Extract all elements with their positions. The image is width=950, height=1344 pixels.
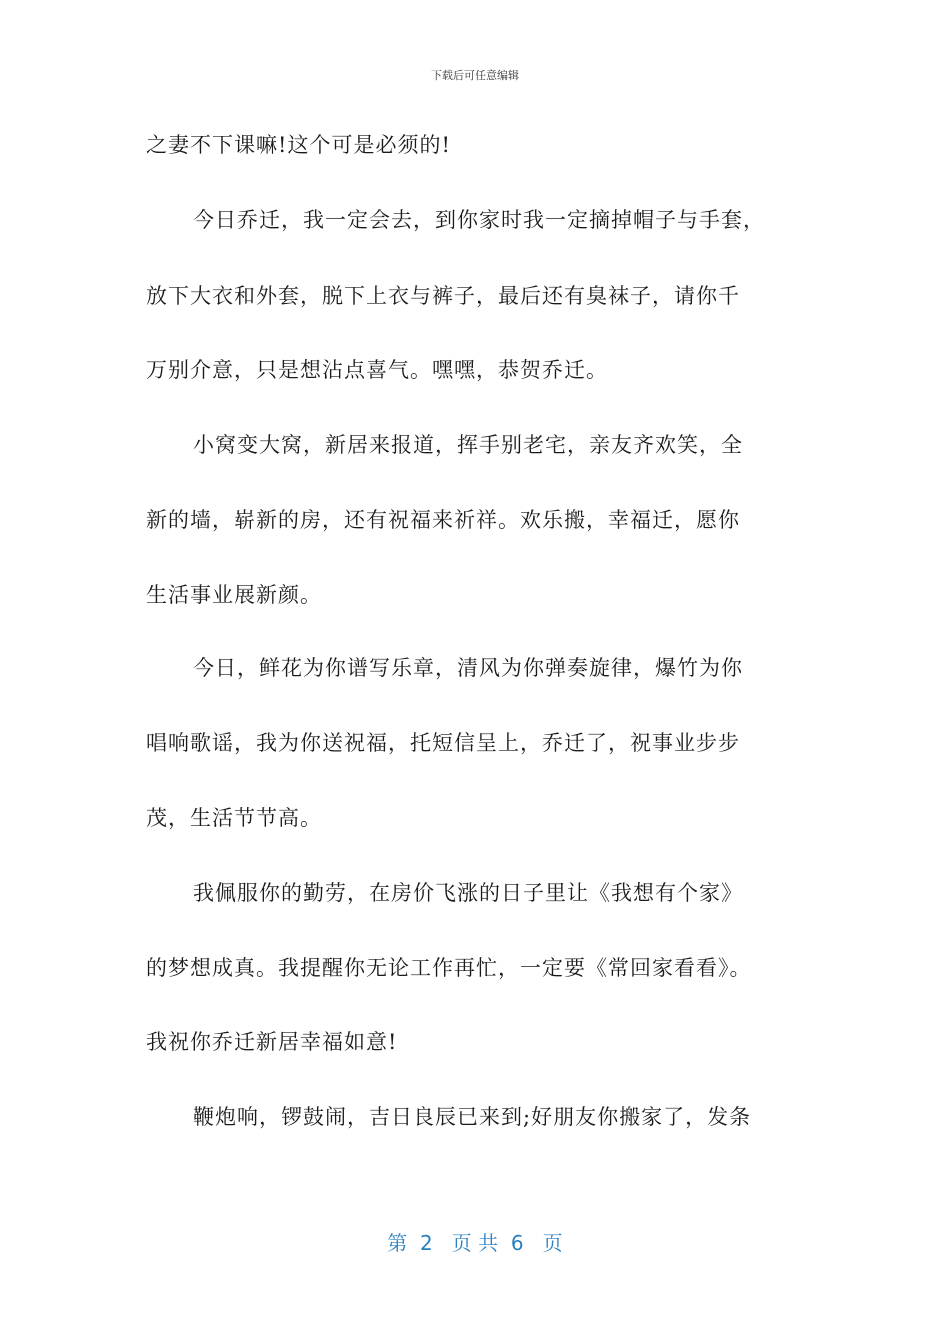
text-line: 生活事业展新颜。 [146,583,322,607]
text-line: 我祝你乔迁新居幸福如意! [146,1030,398,1054]
text-line: 放下大衣和外套，脱下上衣与裤子，最后还有臭袜子，请你千 [146,284,740,308]
text-line: 今日乔迁，我一定会去，到你家时我一定摘掉帽子与手套， [193,208,765,232]
text-line: 的梦想成真。我提醒你无论工作再忙，一定要《常回家看看》。 [146,956,752,980]
text-line: 万别介意，只是想沾点喜气。嘿嘿，恭贺乔迁。 [146,358,608,382]
text-line: 之妻不下课嘛!这个可是必须的! [146,133,451,157]
page-number: 第 2 页 共 6 页 [387,1231,563,1255]
text-line: 唱响歌谣，我为你送祝福，托短信呈上，乔迁了，祝事业步步 [146,731,740,755]
text-line: 茂，生活节节高。 [146,806,322,830]
text-line: 小窝变大窝，新居来报道，挥手别老宅，亲友齐欢笑，全 [193,433,743,457]
text-line: 今日，鲜花为你谱写乐章，清风为你弹奏旋律，爆竹为你 [193,656,743,680]
text-line: 我佩服你的勤劳，在房价飞涨的日子里让《我想有个家》 [193,881,743,905]
text-line: 鞭炮响，锣鼓闹，吉日良辰已来到;好朋友你搬家了，发条 [193,1105,752,1129]
header-note: 下载后可任意编辑 [431,69,519,82]
text-line: 新的墙，崭新的房，还有祝福来祈祥。欢乐搬，幸福迁，愿你 [146,508,740,532]
